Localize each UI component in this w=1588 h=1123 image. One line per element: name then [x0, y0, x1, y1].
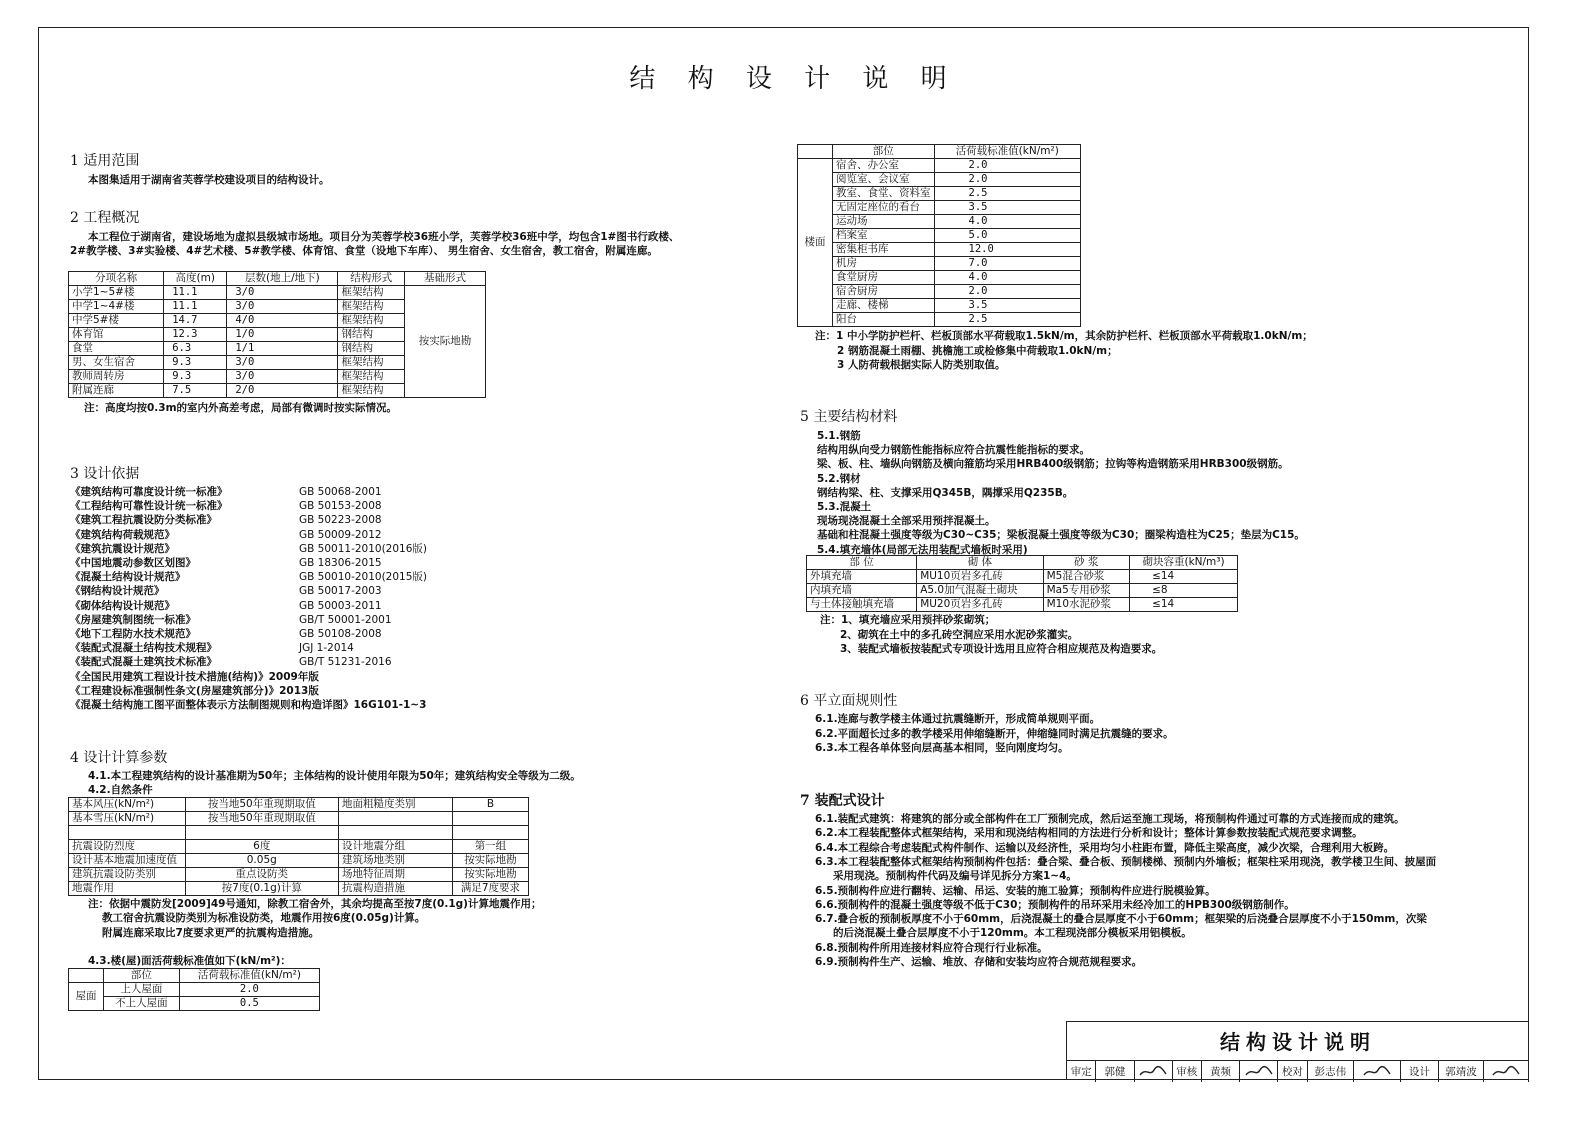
table-cell: 重点设防类	[185, 868, 338, 882]
table-cell: 小学1~5#楼	[69, 286, 164, 300]
text-line: 6.1.装配式建筑：将建筑的部分或全部构件在工厂预制完成，然后运至施工现场，将预制构件通过可靠的方式连接而成的建筑。	[815, 813, 1405, 825]
titleblock-cell: 郭健	[1096, 1061, 1134, 1082]
standard-name: 《钢结构设计规范》	[70, 585, 165, 598]
text-line: 钢结构梁、柱、支撑采用Q345B，隅撑采用Q235B。	[817, 486, 1074, 499]
standard-code: GB 50223-2008	[299, 514, 382, 527]
table-cell: 宿舍、办公室	[833, 159, 935, 173]
table-cell: M10水泥砂浆	[1043, 598, 1129, 612]
table-header: 部位	[104, 969, 180, 983]
table-cell: 5.0	[934, 229, 1081, 243]
table-cell: 7.5	[164, 384, 227, 398]
group-cell: 楼面	[798, 159, 833, 327]
table-cell: 11.1	[164, 300, 227, 314]
table-cell: 机房	[833, 257, 935, 271]
table-cell: 4.0	[934, 271, 1081, 285]
text-line: 6.9.预制构件生产、运输、堆放、存储和安装均应符合规范规程要求。	[815, 956, 1143, 968]
table-cell: 无固定座位的看台	[833, 201, 935, 215]
table-cell: 2.5	[934, 313, 1081, 327]
text-line: 6.6.预制构件的混凝土强度等级不低于C30；预制构件的吊环采用未经冷加工的HPB300级钢筋制作。	[815, 898, 1295, 911]
table-cell: 11.1	[164, 286, 227, 300]
section-6-heading: 6 平立面规则性	[800, 693, 898, 709]
table-cell: 2.0	[934, 159, 1081, 173]
text-line: 5.1.钢筋	[817, 430, 861, 442]
table-cell: M5混合砂浆	[1043, 570, 1129, 584]
table-cell	[338, 826, 452, 840]
table-cell: 12.3	[164, 328, 227, 342]
table-cell: 密集柜书库	[833, 243, 935, 257]
table-cell: 框架结构	[338, 300, 405, 314]
text-line: 注：1 中小学防护栏杆、栏板顶部水平荷载取1.5kN/m，其余防护栏杆、栏板顶部水平荷载取1.0kN/m；	[815, 330, 1313, 342]
foundation-cell: 按实际地勘	[405, 286, 486, 398]
section-3-heading: 3 设计依据	[70, 466, 140, 482]
text-line: 梁、板、柱、墙纵向钢筋及横向箍筋均采用HRB400级钢筋；拉钩等构造钢筋采用HRB300级钢筋。	[817, 458, 1289, 471]
titleblock-cell: 审核	[1173, 1061, 1202, 1082]
table-cell: 运动场	[833, 215, 935, 229]
standard-code: GB/T 50001-2001	[299, 613, 392, 626]
table-cell: 3.5	[934, 201, 1081, 215]
table-cell	[185, 826, 338, 840]
table-row	[69, 286, 486, 300]
signature-cell	[1135, 1061, 1173, 1082]
table-cell: 6度	[185, 840, 338, 854]
table-cell: 按当地50年重现期取值	[185, 798, 338, 812]
signature-cell	[1240, 1061, 1278, 1082]
table-cell: 中学1~4#楼	[69, 300, 164, 314]
text-line: 2 钢筋混凝土雨棚、挑檐施工或检修集中荷载取1.0kN/m；	[837, 344, 1118, 357]
titleblock-cell: 设计	[1401, 1061, 1439, 1082]
text-line: 6.2.本工程装配整体式框架结构，采用和现浇结构相同的方法进行分析和设计；整体计算参数按装配式规范要求调整。	[815, 827, 1363, 840]
standard-code: GB 50017-2003	[299, 585, 382, 598]
table-cell: 食堂	[69, 342, 164, 356]
table-cell: 钢结构	[338, 328, 405, 342]
table-cell: B	[452, 798, 528, 812]
table-cell: 按7度(0.1g)计算	[185, 882, 338, 896]
standard-name: 《房屋建筑制图统一标准》	[70, 613, 196, 626]
text-line: 5.4.填充墙体(局部无法用装配式墙板时采用)	[817, 543, 1028, 556]
table-cell: 建筑场地类别	[338, 854, 452, 868]
natural-conditions-table	[68, 797, 529, 896]
table-cell: 教师周转房	[69, 370, 164, 384]
table-cell: 设计地震分组	[338, 840, 452, 854]
floor-load-table	[797, 144, 1081, 327]
table-cell: 地震作用	[69, 882, 186, 896]
text-line: 3、装配式墙板按装配式专项设计选用且应符合相应规范及构造要求。	[840, 643, 1163, 655]
text-line: 6.4.本工程综合考虑装配式构件制作、运输以及经济性，采用均匀小柱距布置，降低主梁高度，减少次梁，合理利用大板跨。	[815, 841, 1395, 854]
table-cell: 1/0	[227, 328, 338, 342]
section-2-heading: 2 工程概况	[70, 210, 140, 226]
table-cell: 2.0	[934, 285, 1081, 299]
table-header: 砂 浆	[1043, 556, 1129, 570]
text-line: 《工程建设标准强制性条文(房屋建筑部分)》2013版	[70, 684, 319, 697]
signature-cell	[1354, 1061, 1401, 1082]
table-cell: 9.3	[164, 356, 227, 370]
text-line: 《全国民用建筑工程设计技术措施(结构)》2009年版	[70, 670, 319, 683]
table-header: 部 位	[807, 556, 917, 570]
table-cell: 钢结构	[338, 342, 405, 356]
text-line: 3 人防荷载根据实际人防类别取值。	[837, 359, 1006, 371]
standard-code: JGJ 1-2014	[299, 642, 354, 655]
standard-code: GB 50153-2008	[299, 500, 382, 513]
standard-name: 《建筑工程抗震设防分类标准》	[70, 514, 217, 527]
table-cell: 4/0	[227, 314, 338, 328]
text-line: 2、砌筑在土中的多孔砖空洞应采用水泥砂浆灌实。	[840, 628, 1079, 641]
table-cell	[69, 826, 186, 840]
table-cell: 档案室	[833, 229, 935, 243]
table-cell: MU10页岩多孔砖	[917, 570, 1043, 584]
table-cell: 建筑抗震设防类别	[69, 868, 186, 882]
table-cell: 3/0	[227, 300, 338, 314]
table-cell	[452, 812, 528, 826]
table-cell	[452, 826, 528, 840]
table-cell: 按当地50年重现期取值	[185, 812, 338, 826]
standard-code: GB 50068-2001	[299, 486, 382, 498]
table-header: 活荷载标准值(kN/m²)	[179, 969, 319, 983]
section-2-para-1: 本工程位于湖南省，建设场地为虚拟县级城市场地。项目分为芙蓉学校36班小学，芙蓉学校36班中学，均包含1#图书行政楼、	[88, 231, 680, 243]
text-line: 6.8.预制构件所用连接材料应符合现行行业标准。	[815, 941, 1048, 954]
table-cell: 宿舍厨房	[833, 285, 935, 299]
table-cell: 3.5	[934, 299, 1081, 313]
title-block-title: 结构设计说明	[1220, 1030, 1376, 1054]
table-cell: 框架结构	[338, 356, 405, 370]
table-cell: 2/0	[227, 384, 338, 398]
standard-name: 《装配式混凝土建筑技术标准》	[70, 656, 217, 669]
project-overview-table	[68, 271, 486, 398]
table-cell: 走廊、楼梯	[833, 299, 935, 313]
standard-name: 《建筑结构可靠度设计统一标准》	[70, 486, 228, 498]
table-header	[69, 969, 104, 983]
table-header	[798, 145, 833, 159]
table-cell: 抗震设防烈度	[69, 840, 186, 854]
text-line: 6.1.连廊与教学楼主体通过抗震缝断开，形成简单规则平面。	[815, 713, 1101, 725]
text-line: 结构用纵向受力钢筋性能指标应符合抗震性能指标的要求。	[817, 444, 1090, 457]
table-cell: 地面粗糙度类别	[338, 798, 452, 812]
table-cell: 12.0	[934, 243, 1081, 257]
standard-name: 《工程结构可靠性设计统一标准》	[70, 500, 228, 513]
standard-name: 《混凝土结构设计规范》	[70, 571, 186, 584]
text-line: 采用现浇。预制构件代码及编号详见拆分方案1~4。	[833, 870, 1077, 883]
standard-code: GB 18306-2015	[299, 557, 382, 569]
table-cell: ≤14	[1130, 570, 1238, 584]
table-cell: 阳台	[833, 313, 935, 327]
table-cell: 4.0	[934, 215, 1081, 229]
table-cell: 2.0	[934, 173, 1081, 187]
table-row	[69, 798, 529, 812]
title-block	[1066, 1021, 1529, 1080]
table-cell: 第一组	[452, 840, 528, 854]
table-row	[69, 812, 529, 826]
text-line: 《混凝土结构施工图平面整体表示方法制图规则和构造详图》16G101-1~3	[70, 699, 427, 711]
titleblock-cell: 彭志伟	[1308, 1061, 1355, 1082]
table-cell: 0.05g	[185, 854, 338, 868]
titleblock-cell: 校对	[1278, 1061, 1307, 1082]
text-line: 基础和柱混凝土强度等级为C30~C35；梁板混凝土强度等级为C30；圈梁构造柱为C25；垫层为C15。	[817, 529, 1305, 542]
table-cell: 外填充墙	[807, 570, 917, 584]
table-row	[69, 840, 529, 854]
section-1-text: 本图集适用于湖南省芙蓉学校建设项目的结构设计。	[88, 174, 330, 186]
group-cell: 屋面	[69, 983, 104, 1011]
table-cell: ≤8	[1130, 584, 1238, 598]
standard-name: 《中国地震动参数区划图》	[70, 557, 196, 569]
standard-name: 《地下工程防水技术规范》	[70, 628, 196, 640]
table-cell: 设计基本地震加速度值	[69, 854, 186, 868]
page-title: 结 构 设 计 说 明	[629, 64, 959, 94]
table-cell: A5.0加气混凝土砌块	[917, 584, 1043, 598]
section-7-heading: 7 装配式设计	[800, 793, 885, 809]
table-cell: 满足7度要求	[452, 882, 528, 896]
table-cell: 基本雪压(kN/m²)	[69, 812, 186, 826]
table-cell: 6.3	[164, 342, 227, 356]
text-line: 现场现浇混凝土全部采用预拌混凝土。	[817, 515, 996, 528]
text-line: 5.3.混凝土	[817, 501, 872, 513]
table-cell: 按实际地勘	[452, 854, 528, 868]
standard-name: 《建筑抗震设计规范》	[70, 542, 175, 555]
signature-cell	[1484, 1061, 1529, 1082]
standard-code: GB 50108-2008	[299, 628, 382, 640]
table-header: 高度(m)	[164, 272, 227, 286]
table-cell: 框架结构	[338, 286, 405, 300]
standard-code: GB 50009-2012	[299, 528, 382, 541]
section-4-note-1: 注：依据中震防发[2009]49号通知，除教工宿舍外，其余均提高至按7度(0.1g)计算地震作用；	[88, 898, 542, 910]
table-cell: 2.5	[934, 187, 1081, 201]
table-header: 砌 体	[917, 556, 1043, 570]
table-cell: 1/1	[227, 342, 338, 356]
table-cell: ≤14	[1130, 598, 1238, 612]
table-cell: 9.3	[164, 370, 227, 384]
text-line: 6.7.叠合板的预制板厚度不小于60mm，后浇混凝土的叠合层厚度不小于60mm；框架梁的后浇叠合层厚度不小于150mm，次梁	[815, 913, 1427, 926]
table-header: 分项名称	[69, 272, 164, 286]
table-cell: 3/0	[227, 286, 338, 300]
table-cell: 附属连廊	[69, 384, 164, 398]
table-cell: MU20页岩多孔砖	[917, 598, 1043, 612]
table-cell: 内填充墙	[807, 584, 917, 598]
text-line: 6.2.平面超长过多的教学楼采用伸缩缝断开，伸缩缝同时满足抗震缝的要求。	[815, 727, 1174, 740]
table-row	[69, 868, 529, 882]
titleblock-cell: 郭靖波	[1439, 1061, 1484, 1082]
table-cell	[338, 812, 452, 826]
titleblock-cell: 黄频	[1202, 1061, 1240, 1082]
text-line: 6.3.本工程各单体竖向层高基本相同，竖向刚度均匀。	[815, 742, 1069, 754]
table-row	[69, 826, 529, 840]
section-4-para-3: 4.3.楼(屋)面活荷载标准值如下(kN/m²)：	[88, 955, 291, 967]
table-cell: 框架结构	[338, 314, 405, 328]
table-cell: 7.0	[934, 257, 1081, 271]
table-cell: 抗震构造措施	[338, 882, 452, 896]
section-5-heading: 5 主要结构材料	[800, 409, 898, 425]
text-line: 6.5.预制构件应进行翻转、运输、吊运、安装的施工验算；预制构件应进行脱模验算。	[815, 884, 1216, 897]
title-block-signatures	[1067, 1060, 1529, 1082]
titleblock-cell: 审定	[1067, 1061, 1096, 1082]
table-cell: Ma5专用砂浆	[1043, 584, 1129, 598]
roof-load-table	[68, 968, 320, 1011]
table-cell: 食堂厨房	[833, 271, 935, 285]
table-header: 结构形式	[338, 272, 405, 286]
table-cell: 3/0	[227, 356, 338, 370]
section-4-note-3: 附属连廊采取比7度要求更严的抗震构造措施。	[102, 927, 320, 939]
table-cell: 3/0	[227, 370, 338, 384]
table-cell: 0.5	[179, 997, 319, 1011]
table-cell: 2.0	[179, 983, 319, 997]
table-cell: 上人屋面	[104, 983, 180, 997]
standard-name: 《砌体结构设计规范》	[70, 599, 175, 612]
section-4-para-2: 4.2.自然条件	[88, 784, 153, 796]
section-4-note-2: 教工宿舍抗震设防类别为标准设防类，地震作用按6度(0.05g)计算。	[102, 912, 426, 924]
table-header: 基础形式	[405, 272, 486, 286]
table-row	[69, 882, 529, 896]
table-cell: 阅览室、会议室	[833, 173, 935, 187]
table-cell: 与土体接触填充墙	[807, 598, 917, 612]
standard-name: 《装配式混凝土结构技术规程》	[70, 642, 217, 655]
table-header: 部位	[833, 145, 935, 159]
table-cell: 框架结构	[338, 370, 405, 384]
table-cell: 14.7	[164, 314, 227, 328]
table-row	[69, 854, 529, 868]
section-1-heading: 1 适用范围	[70, 153, 140, 169]
text-line: 注：1、填充墙应采用预拌砂浆砌筑；	[820, 614, 996, 626]
table-header: 活荷载标准值(kN/m²)	[934, 145, 1081, 159]
table-cell: 框架结构	[338, 384, 405, 398]
text-line: 的后浇混凝土叠合层厚度不小于120mm。本工程现浇部分模板采用铝模板。	[833, 927, 1192, 940]
table-cell: 男、女生宿舍	[69, 356, 164, 370]
table-header: 层数(地上/地下)	[227, 272, 338, 286]
table-cell: 场地特征周期	[338, 868, 452, 882]
table-header: 砌块容重(kN/m³)	[1130, 556, 1238, 570]
table-cell: 基本风压(kN/m²)	[69, 798, 186, 812]
section-2-para-2: 2#教学楼、3#实验楼、4#艺术楼、5#教学楼、体育馆、食堂（设地下车库）、 男生宿舍、女生宿舍，教工宿舍，附属连廊。	[70, 245, 658, 257]
standard-name: 《建筑结构荷载规范》	[70, 528, 175, 541]
section-4-para-1: 4.1.本工程建筑结构的设计基准期为50年；主体结构的设计使用年限为50年；建筑结构安全等级为二级。	[88, 770, 581, 782]
table-cell: 中学5#楼	[69, 314, 164, 328]
standard-code: GB 50011-2010(2016版)	[299, 542, 428, 555]
standard-code: GB 50010-2010(2015版)	[299, 571, 428, 584]
section-4-heading: 4 设计计算参数	[70, 750, 168, 766]
infill-wall-table	[806, 555, 1238, 612]
text-line: 6.3.本工程装配整体式框架结构预制构件包括：叠合梁、叠合板、预制楼梯、预制内外墙板；框架柱采用现浇，教学楼卫生间、披屋面	[815, 855, 1437, 868]
text-line: 5.2.钢材	[817, 472, 861, 485]
standard-code: GB/T 51231-2016	[299, 656, 392, 669]
section-2-note: 注：高度均按0.3m的室内外高差考虑，局部有微调时按实际情况。	[84, 402, 398, 414]
standard-code: GB 50003-2011	[299, 599, 382, 612]
table-cell: 不上人屋面	[104, 997, 180, 1011]
table-cell: 体育馆	[69, 328, 164, 342]
table-cell: 按实际地勘	[452, 868, 528, 882]
table-cell: 教室、食堂、资料室	[833, 187, 935, 201]
